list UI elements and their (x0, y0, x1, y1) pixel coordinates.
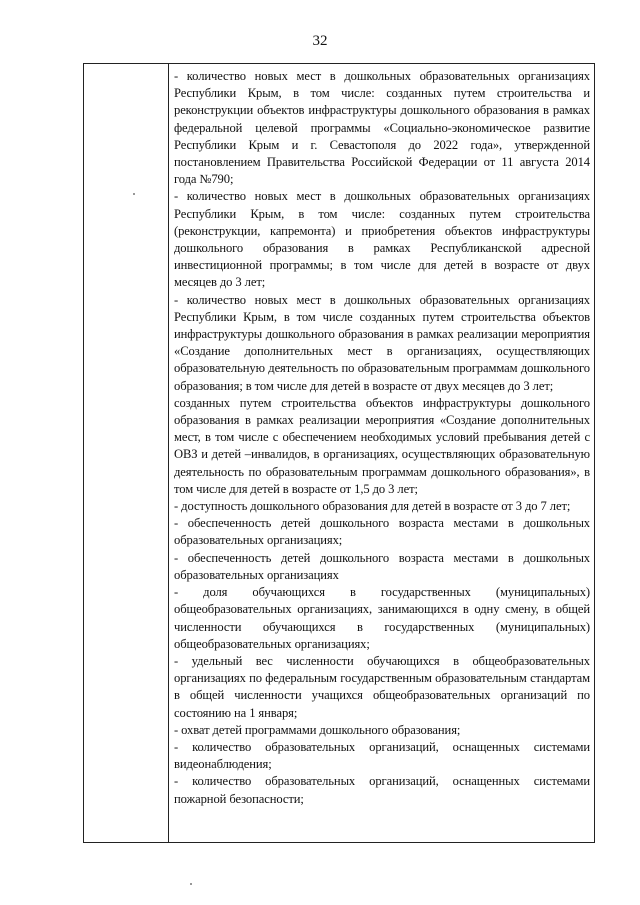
indicator-paragraph: - количество образовательных организаций, оснащенных системами видеонаблюдения; (174, 739, 590, 772)
column-divider (168, 64, 169, 842)
page-number: 32 (312, 33, 328, 49)
table-left-column (84, 64, 168, 842)
indicator-paragraph: - доступность дошкольного образования для детей в возрасте от 3 до 7 лет; (174, 499, 571, 514)
indicator-paragraph: созданных путем строительства объектов инфраструктуры дошкольного образования в рамках реализации мероприятия «Создание дополнительных мест, в том числе с обеспечением необходимых условий пребывания детей с ОВЗ и детей –инвалидов, в организациях, осуществляющих образовательную деятельность по образовательным программам дошкольного образования», в том числе для детей в возрасте от 1,5 до 3 лет; (174, 395, 590, 496)
indicator-paragraph: - обеспеченность детей дошкольного возраста местами в дошкольных образовательных организациях (174, 550, 590, 582)
indicator-paragraph: - доля обучающихся в государственных (муниципальных) общеобразовательных организациях, занимающихся в одну смену, в общей численности обучающихся в государственных (муниципальных) общеобразовательных организациях; (174, 585, 590, 651)
indicator-paragraph: - количество образовательных организаций, оснащенных системами пожарной безопасности; (174, 774, 590, 806)
indicator-paragraph: - количество новых мест в дошкольных образовательных организациях Республики Крым, в том числе созданных путем строительства объектов инфраструктуры дошкольного образования в рамках реализации мероприятия «Создание дополнительных мест в организациях, осуществляющих образовательную деятельность по образовательным программам дошкольного образования; в том числе для детей в возрасте от двух месяцев до 3 лет; (174, 292, 590, 393)
indicators-table (83, 63, 595, 843)
indicator-paragraph: - количество новых мест в дошкольных образовательных организациях Республики Крым, в том числе: созданных путем строительства (реконструкции, капремонта) и приобретения объектов инфраструктуры дошкольного образования в рамках Республиканской адресной инвестиционной программы; в том числе для детей в возрасте от двух месяцев до 3 лет; (174, 189, 590, 290)
scan-speck (190, 883, 192, 885)
scan-speck (133, 193, 135, 195)
indicator-paragraph: - удельный вес численности обучающихся в общеобразовательных организациях по федеральным государственным образовательным стандартам в общей численности учащихся общеобразовательных организаций по состоянию на 1 января; (174, 653, 590, 720)
indicator-paragraph: - охват детей программами дошкольного образования; (174, 722, 461, 737)
indicator-paragraph: - количество новых мест в дошкольных образовательных организациях Республики Крым, в том числе: созданных путем строительства и реконструкции объектов инфраструктуры дошкольного образования в рамках федеральной целевой программы «Социально-экономическое развитие Республики Крым и г. Севастополя до 2022 года», утвержденной постановлением Правительства Российской Федерации от 11 августа 2014 года №790; (174, 69, 590, 187)
indicator-paragraph: - обеспеченность детей дошкольного возраста местами в дошкольных образовательных организациях; (174, 516, 590, 548)
indicators-cell (174, 68, 590, 808)
